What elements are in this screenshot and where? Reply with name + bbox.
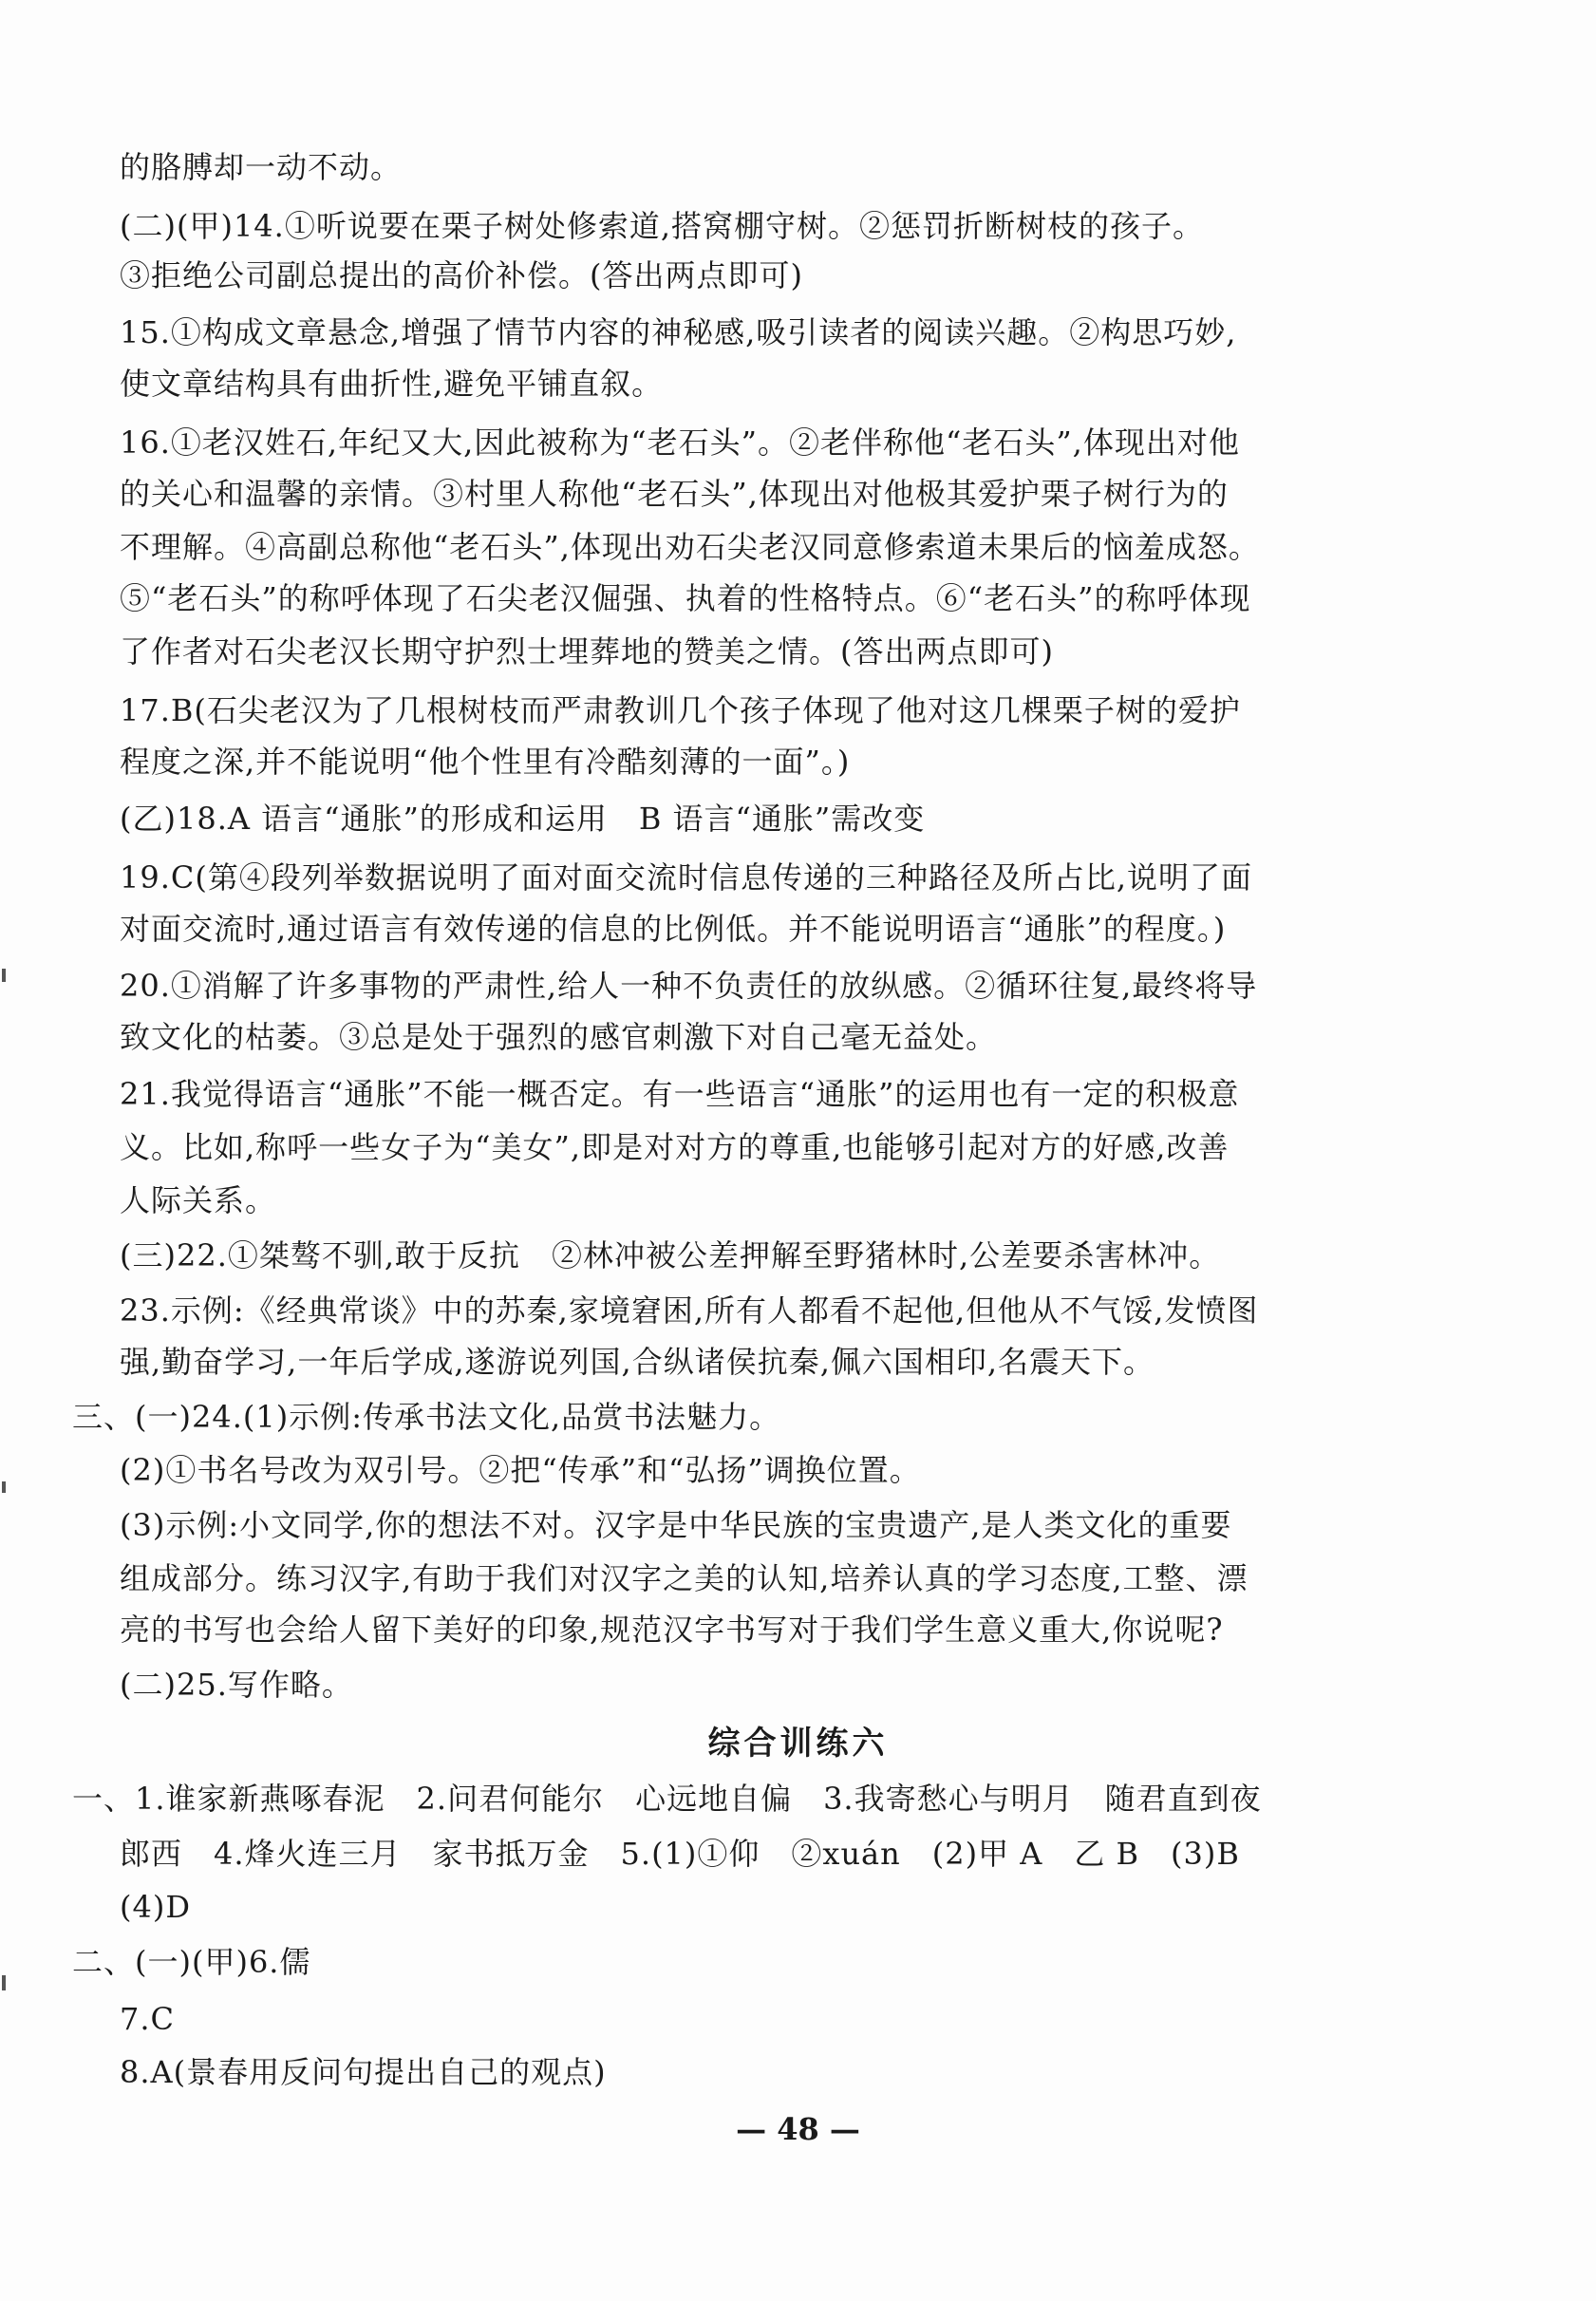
text-line: (二)25.写作略。	[120, 1667, 353, 1703]
text-line: 7.C	[120, 2001, 176, 2037]
text-line: 郎西 4.烽火连三月 家书抵万金 5.(1)①仰 ②xuán (2)甲 A 乙 B (3)B	[120, 1836, 1240, 1872]
text-line: ③拒绝公司副总提出的高价补偿。(答出两点即可)	[120, 257, 803, 293]
text-line: (4)D	[120, 1889, 191, 1925]
text-line: 对面交流时,通过语言有效传递的信息的比例低。并不能说明语言“通胀”的程度。)	[120, 911, 1227, 947]
text-line: (二)(甲)14.①听说要在栗子树处修索道,搭窝棚守树。②惩罚折断树枝的孩子。	[120, 208, 1205, 244]
text-line: 19.C(第④段列举数据说明了面对面交流时信息传递的三种路径及所占比,说明了面	[120, 859, 1253, 896]
text-line: 15.①构成文章悬念,增强了情节内容的神秘感,吸引读者的阅读兴趣。②构思巧妙,	[120, 314, 1237, 350]
text-line: 16.①老汉姓石,年纪又大,因此被称为“老石头”。②老伴称他“老石头”,体现出对他	[120, 424, 1240, 461]
text-line: (2)①书名号改为双引号。②把“传承”和“弘扬”调换位置。	[120, 1452, 921, 1488]
text-line: (3)示例:小文同学,你的想法不对。汉字是中华民族的宝贵遗产,是人类文化的重要	[120, 1507, 1232, 1543]
text-line: 亮的书写也会给人留下美好的印象,规范汉字书写对于我们学生意义重大,你说呢?	[120, 1612, 1224, 1648]
text-line: 不理解。④高副总称他“老石头”,体现出劝石尖老汉同意修索道未果后的恼羞成怒。	[120, 529, 1260, 565]
text-line: 义。比如,称呼一些女子为“美女”,即是对对方的尊重,也能够引起对方的好感,改善	[120, 1129, 1230, 1165]
text-line: 使文章结构具有曲折性,避免平铺直叙。	[120, 366, 664, 402]
scan-edge-mark	[2, 1481, 6, 1493]
text-line: 8.A(景春用反问句提出自己的观点)	[120, 2054, 607, 2090]
text-line: 的关心和温馨的亲情。③村里人称他“老石头”,体现出对他极其爱护栗子树行为的	[120, 476, 1229, 512]
text-line: 了作者对石尖老汉长期守护烈士埋葬地的赞美之情。(答出两点即可)	[120, 633, 1054, 670]
text-line: 程度之深,并不能说明“他个性里有冷酷刻薄的一面”。)	[120, 744, 851, 780]
text-line: 强,勤奋学习,一年后学成,遂游说列国,合纵诸侯抗秦,佩六国相印,名震天下。	[120, 1344, 1155, 1380]
text-line: ⑤“老石头”的称呼体现了石尖老汉倔强、执着的性格特点。⑥“老石头”的称呼体现	[120, 580, 1251, 616]
scan-edge-mark	[2, 969, 6, 982]
text-line: 致文化的枯萎。③总是处于强烈的感官刺激下对自己毫无益处。	[120, 1019, 998, 1055]
text-line: 三、(一)24.(1)示例:传承书法文化,品赏书法魅力。	[72, 1399, 781, 1435]
text-line: 组成部分。练习汉字,有助于我们对汉字之美的认知,培养认真的学习态度,工整、漂	[120, 1560, 1249, 1596]
text-line: 20.①消解了许多事物的严肃性,给人一种不负责任的放纵感。②循环往复,最终将导	[120, 968, 1258, 1004]
section-heading: 综合训练六	[707, 1725, 889, 1763]
page-number: — 48 —	[736, 2111, 860, 2147]
text-line: 21.我觉得语言“通胀”不能一概否定。有一些语言“通胀”的运用也有一定的积极意	[120, 1076, 1240, 1112]
text-line: (三)22.①桀骜不驯,敢于反抗 ②林冲被公差押解至野猪林时,公差要杀害林冲。	[120, 1237, 1221, 1273]
scan-edge-mark	[2, 1975, 6, 1990]
text-line: 二、(一)(甲)6.儒	[72, 1944, 311, 1980]
text-line: 人际关系。	[120, 1182, 277, 1218]
text-line: 一、1.谁家新燕啄春泥 2.问君何能尔 心远地自偏 3.我寄愁心与明月 随君直到夜	[72, 1781, 1262, 1817]
text-line: 23.示例:《经典常谈》中的苏秦,家境窘困,所有人都看不起他,但他从不气馁,发愤图	[120, 1292, 1259, 1329]
text-line: 17.B(石尖老汉为了几根树枝而严肃教训几个孩子体现了他对这几棵栗子树的爱护	[120, 692, 1241, 728]
text-line: 的胳膊却一动不动。	[120, 149, 403, 185]
text-line: (乙)18.A 语言“通胀”的形成和运用 B 语言“通胀”需改变	[120, 801, 926, 837]
